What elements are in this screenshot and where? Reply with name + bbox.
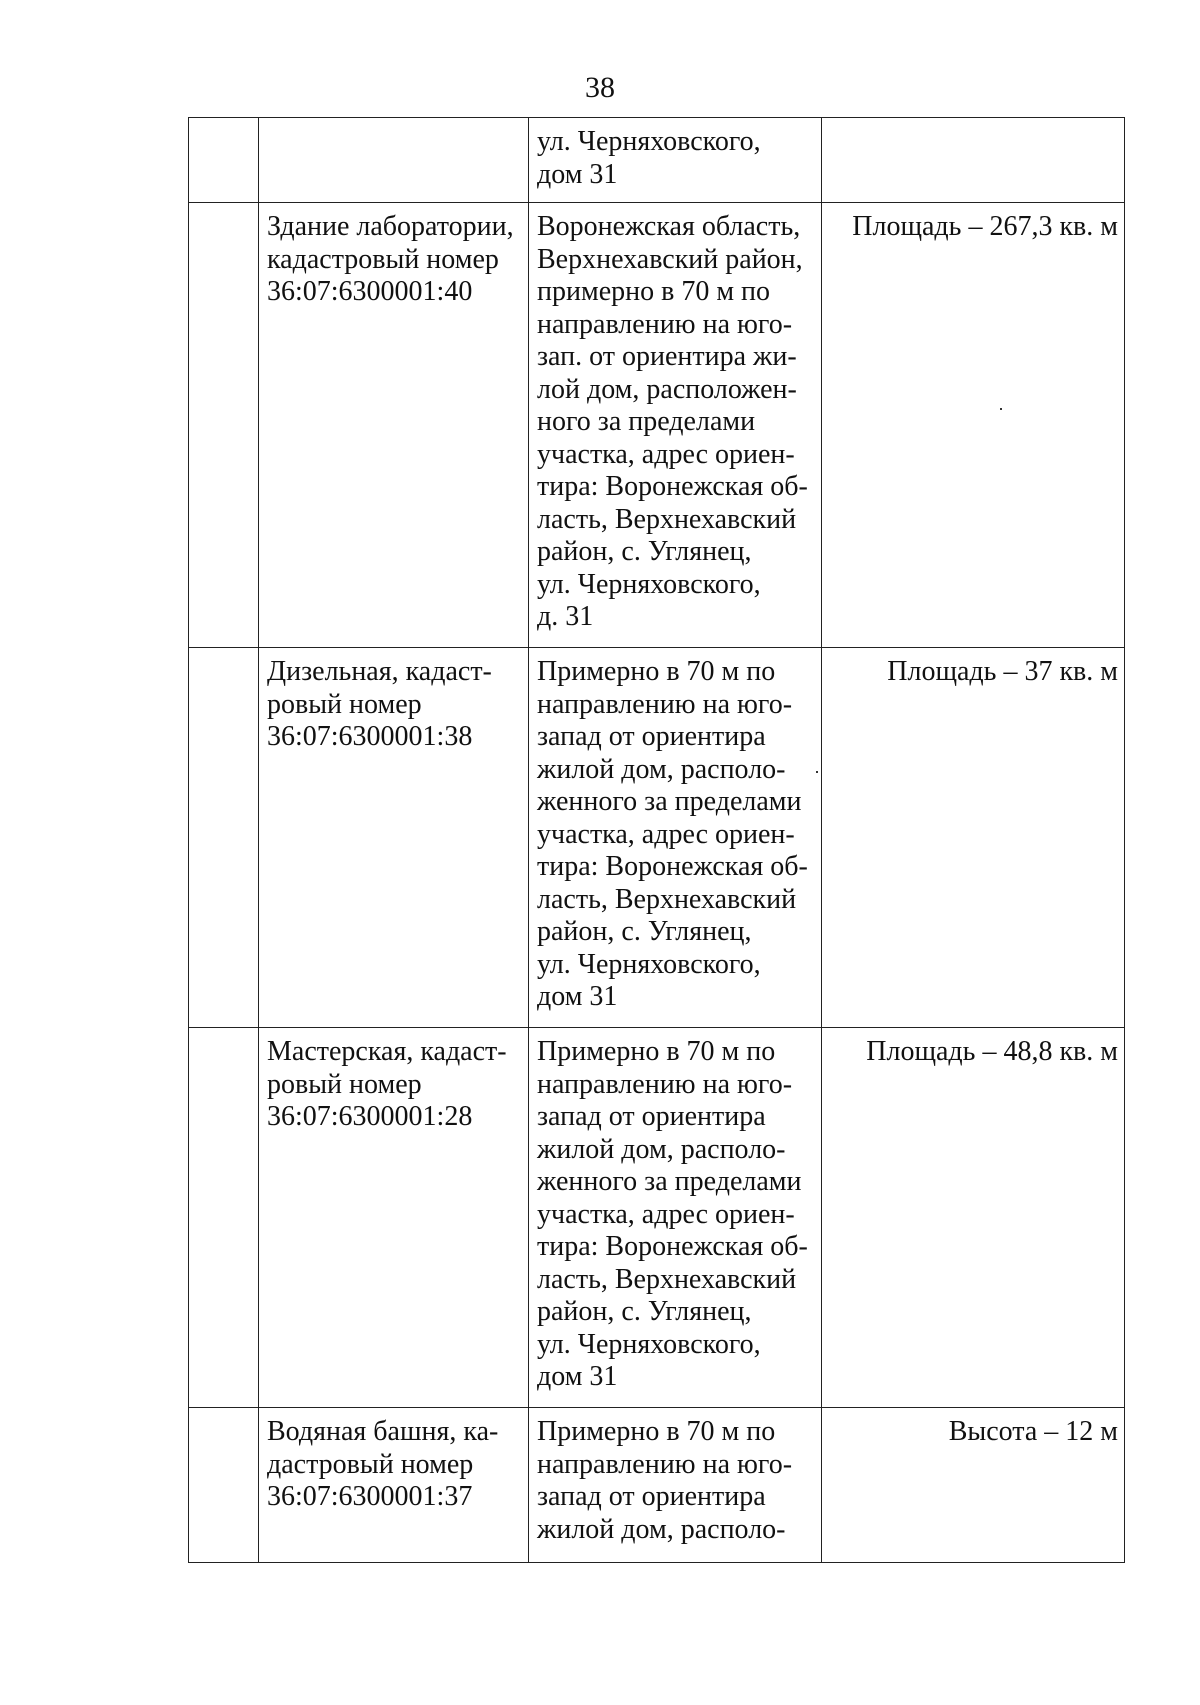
property-table <box>188 117 1125 1563</box>
table-row <box>189 648 1125 1028</box>
parameter-cell: Площадь – 37 кв. м <box>822 648 1125 1028</box>
object-name-cell: Водяная башня, ка- дастровый номер 36:07:6300001:37 <box>259 1408 529 1563</box>
parameter-cell: Площадь – 267,3 кв. м <box>822 203 1125 648</box>
scan-speck <box>816 771 818 773</box>
table-row <box>189 203 1125 648</box>
row-number-cell <box>189 203 259 648</box>
parameter-cell <box>822 118 1125 203</box>
row-number-cell <box>189 1028 259 1408</box>
address-cell: Примерно в 70 м по направлению на юго- запад от ориентира жилой дом, располо- женного за пределами участка, адрес ориен- тира: Воронежская об- ласть, Верхнехавский район, с. Углянец, ул. Черняховского, дом 31 <box>529 648 822 1028</box>
address-cell: Примерно в 70 м по направлению на юго- запад от ориентира жилой дом, располо- женного за пределами участка, адрес ориен- тира: Воронежская об- ласть, Верхнехавский район, с. Углянец, ул. Черняховского, дом 31 <box>529 1028 822 1408</box>
row-number-cell <box>189 1408 259 1563</box>
scan-speck <box>1000 408 1002 410</box>
object-name-cell <box>259 118 529 203</box>
object-name-cell: Мастерская, кадаст- ровый номер 36:07:6300001:28 <box>259 1028 529 1408</box>
object-name-cell: Здание лаборатории, кадастровый номер 36:07:6300001:40 <box>259 203 529 648</box>
table-row <box>189 118 1125 203</box>
address-cell: Примерно в 70 м по направлению на юго- запад от ориентира жилой дом, располо- <box>529 1408 822 1563</box>
parameter-cell: Площадь – 48,8 кв. м <box>822 1028 1125 1408</box>
row-number-cell <box>189 648 259 1028</box>
page-number: 38 <box>585 71 615 104</box>
table-row <box>189 1408 1125 1563</box>
row-number-cell <box>189 118 259 203</box>
parameter-cell: Высота – 12 м <box>822 1408 1125 1563</box>
address-cell: ул. Черняховского, дом 31 <box>529 118 822 203</box>
object-name-cell: Дизельная, кадаст- ровый номер 36:07:6300001:38 <box>259 648 529 1028</box>
address-cell: Воронежская область, Верхнехавский район, примерно в 70 м по направлению на юго- зап. от ориентира жи- лой дом, расположен- ного за пределами участка, адрес ориен- тира: Воронежская об- ласть, Верхнехавский район, с. Углянец, ул. Черняховского, д. 31 <box>529 203 822 648</box>
table-row <box>189 1028 1125 1408</box>
